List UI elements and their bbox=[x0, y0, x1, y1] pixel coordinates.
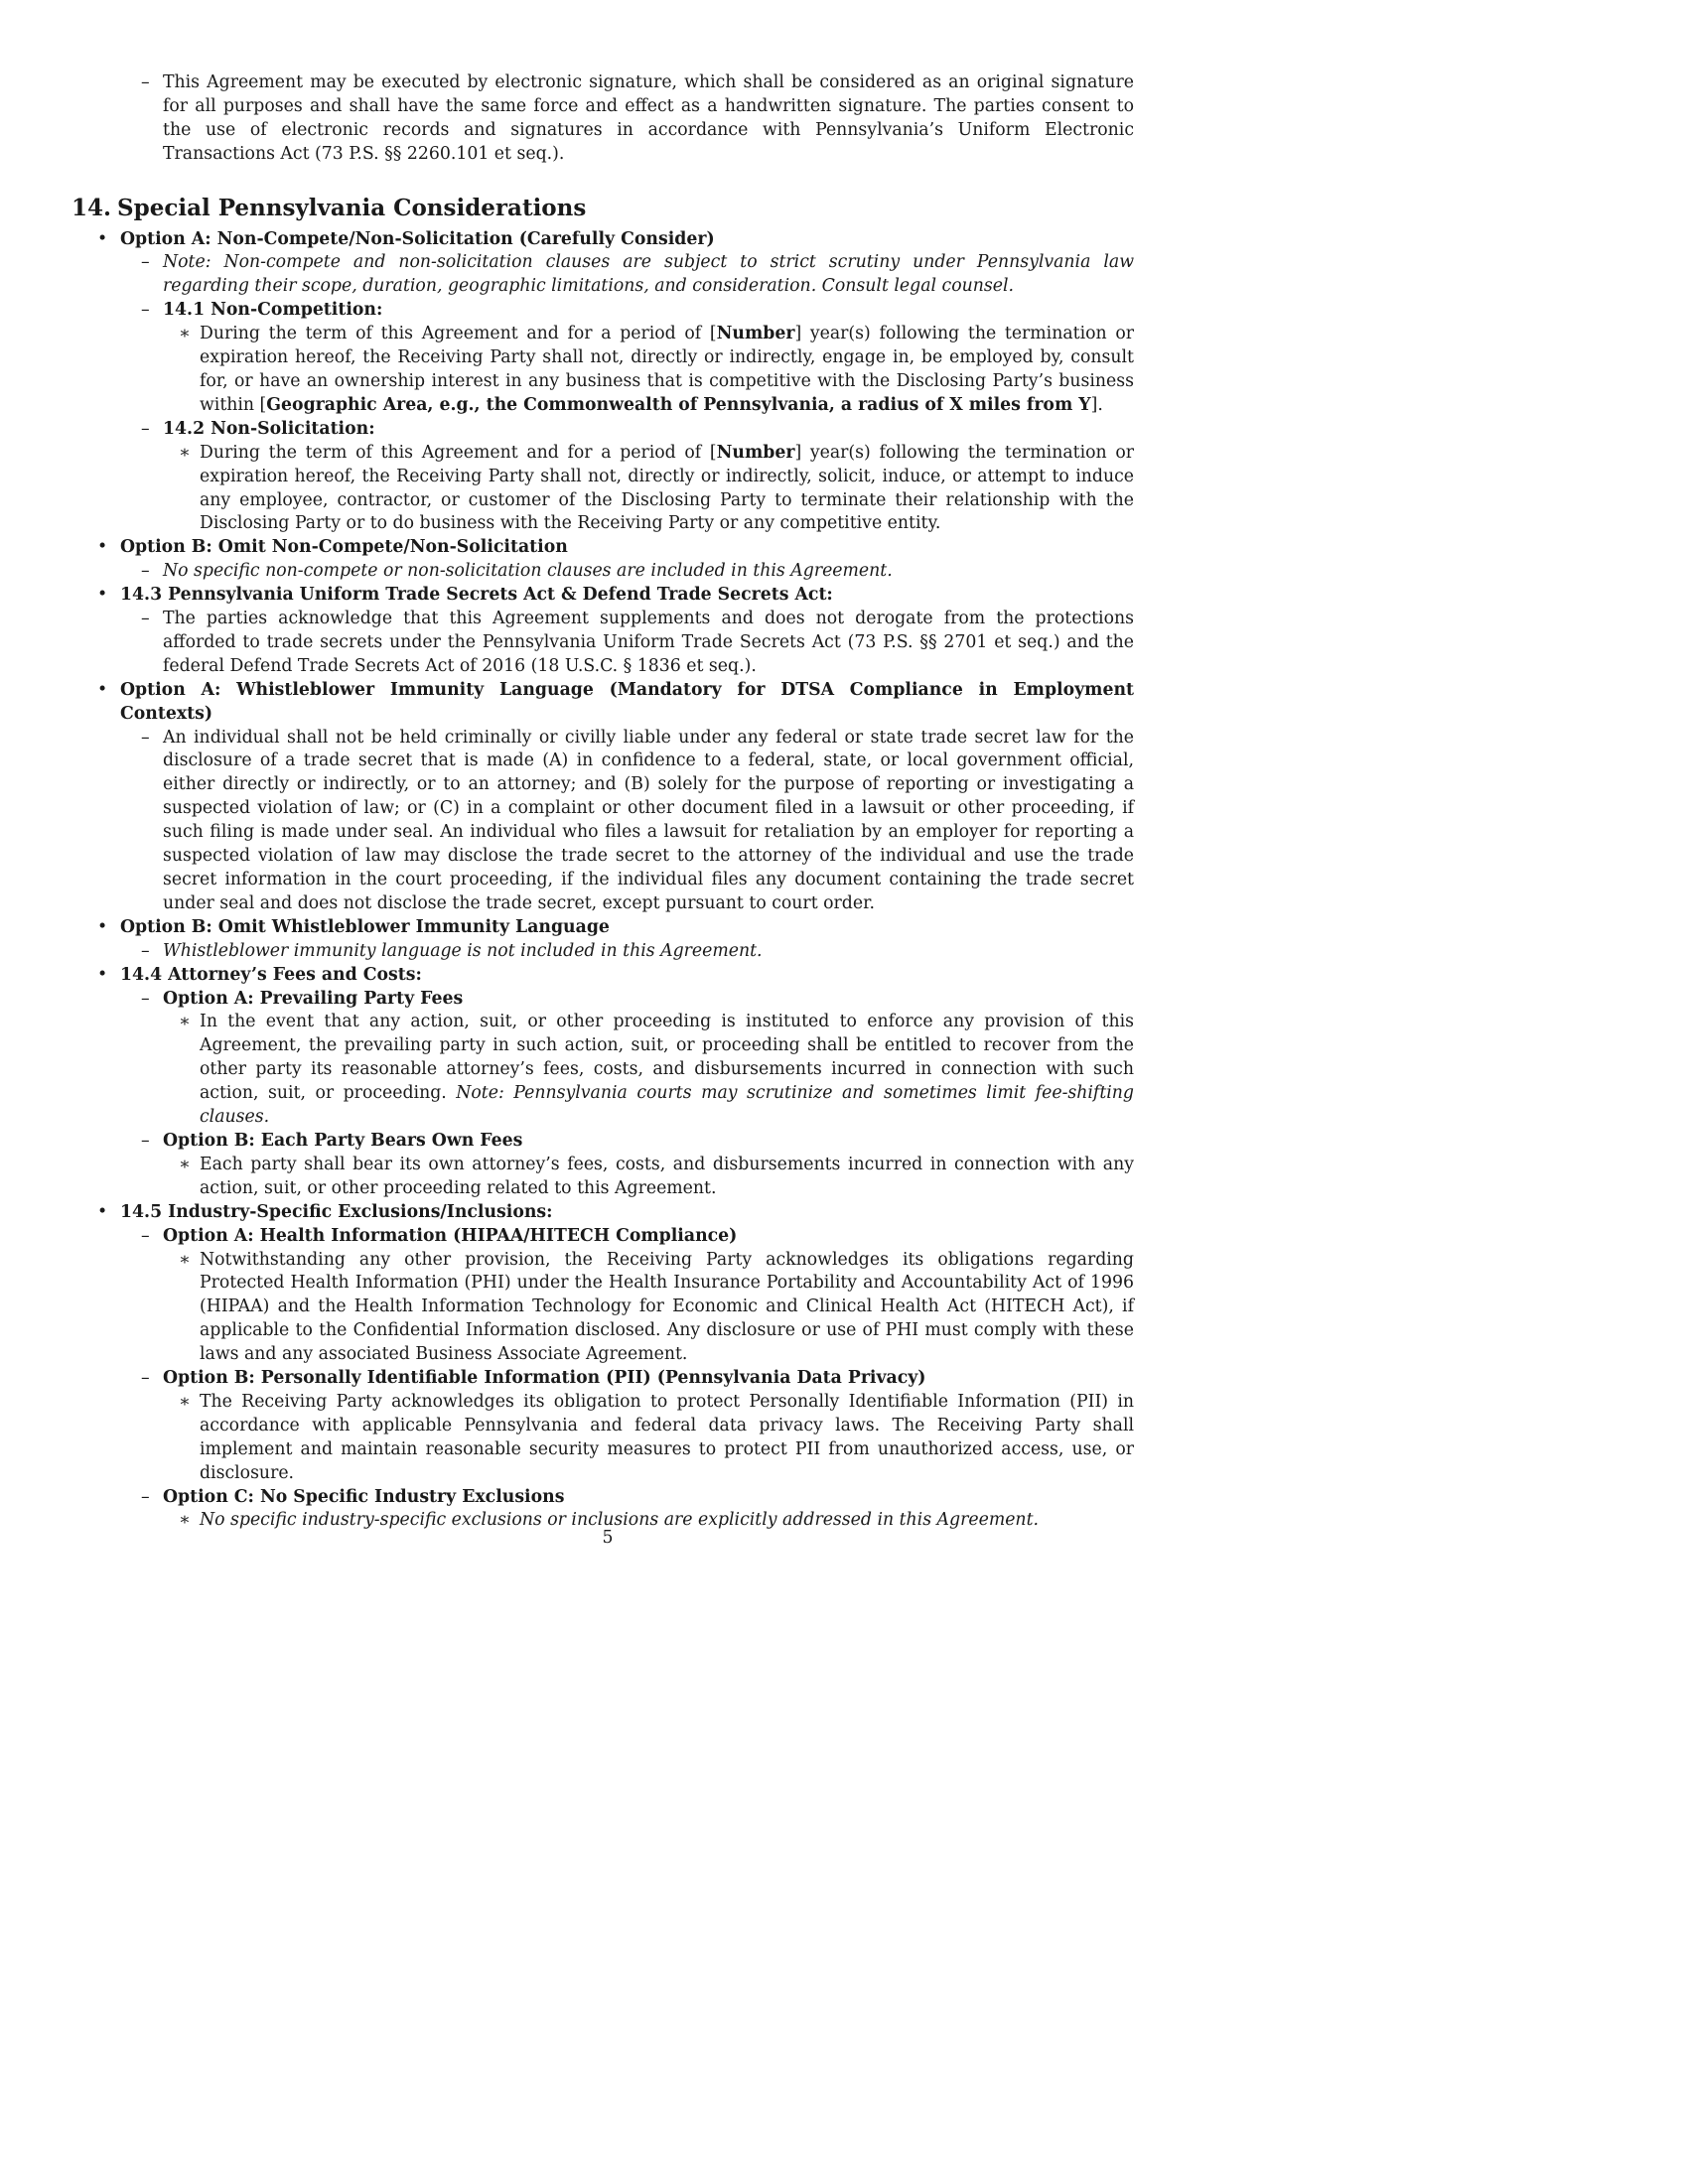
non-competition-heading: – 14.1 Non-Competition: bbox=[71, 299, 1134, 323]
hipaa-clause: ∗ Notwithstanding any other provision, the Receiving Party acknowledges its obligations regarding Protected Health Information (PHI) under the Health Insurance Portability and Accountability Act of 1996 (HIPAA) and the Health Information Technology for Economic and Clinical Health Act (HITECH Act), if applicable to the Confidential Information disclosed. Any disclosure or use of PHI must comply with these laws and any associated Business Associate Agreement. bbox=[179, 1249, 1134, 1365]
bullet-marker: • bbox=[97, 916, 108, 937]
dash-marker: – bbox=[141, 988, 150, 1009]
hipaa-heading: – Option A: Health Information (HIPAA/HITECH Compliance) bbox=[71, 1225, 1134, 1249]
dash-marker: – bbox=[141, 609, 150, 629]
star-marker: ∗ bbox=[179, 324, 191, 344]
placeholder-number: Number bbox=[716, 442, 795, 463]
pii-clause: ∗ The Receiving Party acknowledges its obligation to protect Personally Identifiable Information (PII) in accordance with applicable Pennsylvania and federal data privacy laws. The Receiving Party shall implement and maintain reasonable security measures to protect PII from unauthorized access, use, or disclosure. bbox=[179, 1391, 1134, 1483]
bullet-marker: • bbox=[97, 585, 108, 606]
electronic-signature-clause bbox=[71, 71, 1134, 167]
own-fees-heading: – Option B: Each Party Bears Own Fees bbox=[71, 1130, 1134, 1154]
noncompete-note: – Note: Non-compete and non-solicitation clauses are subject to strict scrutiny under Pennsylvania law regarding their scope, duration, geographic limitations, and consideration. Consult legal counsel. bbox=[141, 252, 1134, 297]
bullet-marker: • bbox=[97, 228, 108, 249]
section-title: Special Pennsylvania Considerations bbox=[117, 194, 587, 221]
non-solicitation-heading: – 14.2 Non-Solicitation: bbox=[71, 418, 1134, 442]
pii-heading: – Option B: Personally Identifiable Information (PII) (Pennsylvania Data Privacy) bbox=[71, 1367, 1134, 1391]
star-marker: ∗ bbox=[179, 1012, 191, 1032]
no-exclusions-clause: ∗ No specific industry-specific exclusions or inclusions are explicitly addressed in this Agreement. bbox=[71, 1509, 1134, 1533]
star-marker: ∗ bbox=[179, 1154, 191, 1174]
trade-secrets-clause: – The parties acknowledge that this Agreement supplements and does not derogate from the protections afforded to trade secrets under the Pennsylvania Uniform Trade Secrets Act (73 P.S. §§ 2701 et seq.) and the federal Defend Trade Secrets Act of 2016 (18 U.S.C. § 1836 et seq.). bbox=[141, 609, 1134, 676]
no-exclusions-heading: – Option C: No Specific Industry Exclusions bbox=[71, 1486, 1134, 1510]
omit-whistleblower-text: – Whistleblower immunity language is not included in this Agreement. bbox=[71, 940, 1134, 964]
fee-shifting-note: Note: Pennsylvania courts may scrutinize and sometimes limit fee-shifting clauses. bbox=[200, 1083, 1134, 1128]
industry-exclusions-heading: • 14.5 Industry-Specific Exclusions/Inclusions: bbox=[71, 1201, 1134, 1225]
omit-whistleblower-heading: • Option B: Omit Whistleblower Immunity Language bbox=[71, 916, 1134, 940]
dash-marker: – bbox=[141, 72, 150, 92]
bullet-marker: • bbox=[97, 1201, 108, 1222]
dash-marker: – bbox=[141, 561, 150, 582]
bullet-marker: • bbox=[97, 964, 108, 985]
placeholder-number: Number bbox=[716, 324, 795, 344]
dash-marker: – bbox=[141, 252, 150, 273]
star-marker: ∗ bbox=[179, 1391, 191, 1412]
dash-marker: – bbox=[141, 1130, 150, 1151]
section-heading bbox=[71, 194, 1134, 221]
star-marker: ∗ bbox=[179, 1510, 191, 1531]
omit-noncompete-text: – No specific non-compete or non-solicitation clauses are included in this Agreement. bbox=[71, 560, 1134, 584]
option-omit-noncompete-heading: • Option B: Omit Non-Compete/Non-Solicitation bbox=[71, 536, 1134, 560]
star-marker: ∗ bbox=[179, 442, 191, 463]
non-solicitation-clause: ∗ During the term of this Agreement and for a period of [Number] year(s) following the termination or expiration hereof, the Receiving Party shall not, directly or indirectly, solicit, induce, or attempt to induce any employee, contractor, or customer of the Disclosing Party to terminate their relationship with the Disclosing Party or to do business with the Receiving Party or any competitive entity. bbox=[179, 442, 1134, 534]
placeholder-geographic-area: Geographic Area, e.g., the Commonwealth of Pennsylvania, a radius of X miles from Y bbox=[266, 394, 1091, 415]
page-number: 5 bbox=[602, 1528, 614, 1548]
bullet-marker: • bbox=[97, 679, 108, 700]
whistleblower-heading: • Option A: Whistleblower Immunity Language (Mandatory for DTSA Compliance in Employment Contexts) bbox=[97, 679, 1134, 724]
star-marker: ∗ bbox=[179, 1249, 191, 1270]
dash-marker: – bbox=[141, 1225, 150, 1246]
non-competition-clause: ∗ During the term of this Agreement and for a period of [Number] year(s) following the termination or expiration hereof, the Receiving Party shall not, directly or indirectly, engage in, be employed by, consult for, or have an ownership interest in any business that is competitive with the Disclosing Party’s business within [Geographic Area, e.g., the Commonwealth of Pennsylvania, a radius of X miles from Y]. bbox=[179, 324, 1134, 415]
trade-secrets-heading: • 14.3 Pennsylvania Uniform Trade Secrets Act & Defend Trade Secrets Act: bbox=[71, 584, 1134, 608]
attorney-fees-heading: • 14.4 Attorney’s Fees and Costs: bbox=[71, 964, 1134, 988]
dash-marker: – bbox=[141, 1368, 150, 1389]
dash-marker: – bbox=[141, 940, 150, 961]
dash-marker: – bbox=[141, 300, 150, 321]
dash-marker: – bbox=[141, 727, 150, 748]
dash-marker: – bbox=[141, 1486, 150, 1507]
bullet-marker: • bbox=[97, 537, 108, 558]
clause-text: This Agreement may be executed by electronic signature, which shall be considered as an original signature for all purposes and shall have the same force and effect as a handwritten signature. The parties consent to the use of electronic records and signatures in accordance with Pennsylvania’s Uniform Electronic Transactions Act (73 P.S. §§ 2260.101 et seq.). bbox=[163, 72, 1134, 164]
prevailing-party-heading: – Option A: Prevailing Party Fees bbox=[71, 988, 1134, 1012]
own-fees-clause: ∗ Each party shall bear its own attorney’s fees, costs, and disbursements incurred in connection with any action, suit, or other proceeding related to this Agreement. bbox=[179, 1154, 1134, 1198]
whistleblower-clause: – An individual shall not be held criminally or civilly liable under any federal or state trade secret law for the disclosure of a trade secret that is made (A) in confidence to a federal, state, or local government official, either directly or indirectly, or to an attorney; and (B) solely for the purpose of reporting or investigating a suspected violation of law; or (C) in a complaint or other document filed in a lawsuit or other proceeding, if such filing is made under seal. An individual who files a lawsuit for retaliation by an employer for reporting a suspected violation of law may disclose the trade secret to the attorney of the individual and use the trade secret information in the court proceeding, if the individual files any document containing the trade secret under seal and does not disclose the trade secret, except pursuant to court order. bbox=[141, 727, 1134, 913]
prevailing-party-clause: ∗ In the event that any action, suit, or other proceeding is instituted to enforce any provision of this Agreement, the prevailing party in such action, suit, or proceeding shall be entitled to recover from the other party its reasonable attorney’s fees, costs, and disbursements incurred in connection with such action, suit, or proceeding. Note: Pennsylvania courts may scrutinize and sometimes limit fee-shifting clauses. bbox=[179, 1012, 1134, 1128]
option-noncompete-heading: • Option A: Non-Compete/Non-Solicitation (Carefully Consider) bbox=[71, 228, 1134, 252]
section-number: 14. bbox=[71, 194, 112, 221]
dash-marker: – bbox=[141, 418, 150, 439]
